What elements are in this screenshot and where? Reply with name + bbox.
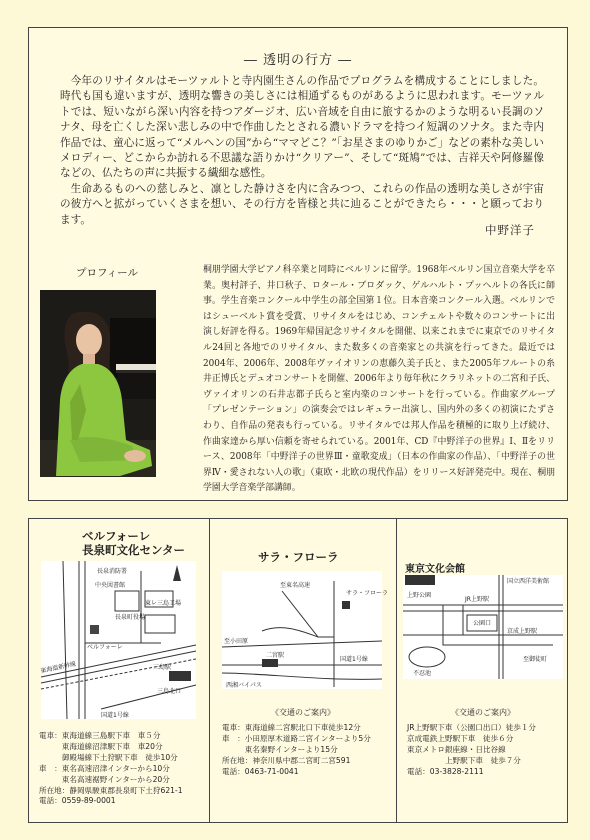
venue-map [403,575,563,679]
map-label: 不忍池 [413,670,432,677]
map-label: 至東名高速 [280,582,311,589]
access-line: 東名高速裾野インターから20分 [39,774,170,784]
essay-paragraph: 今年のリサイタルはモーツァルトと寺内園生さんの作品でプログラムを構成することにしました。時代も国も違いますが、透明な響きの美しさには相通ずるものがあるように思われます。モーツァルトでは、短いながら深い内容を持つアダージオ、広い音域を自由に旅するかのような明るい長調のソナタ、母を亡くした深い悲しみの中で作曲したとされる濃いドラマを持つイ短調のソナタ。また寺内作品では、童心に返って“メルヘンの国”から“ママどこ？”「お星さまのゆりかご」などの素朴な美しいメロディー、どこからか訪れる不思議な語りかけ“クリアー”、そして“斑鳩”では、吉祥天や阿修羅像などの、仏たちの声に共振する繊細な感性。 [60,75,544,180]
access-line: 所在地：神奈川県中郡二宮町二宮591 [222,755,351,765]
venue-sala-flora [210,519,396,822]
map-label: 至小田原 [224,638,249,645]
access-line: 電話：03-3828-2111 [407,766,484,776]
essay-paragraph: 生命あるものへの慈しみと、凛とした静けさを内に含みつつ、これらの作品の透明な美しさが宇宙の彼方へと拡がっていくさまを想い、その行方を皆様と共に辿ることができたら・・・と願っております。 [60,182,544,226]
access-info [39,731,183,807]
map-label: 三島駅 [153,664,172,671]
venue-bellforet [29,519,209,822]
traffic-heading: 《交通のご案内》 [271,708,335,717]
venue-marker [342,601,350,609]
map-label: 国道1号線 [340,656,368,663]
essay-body [60,74,544,228]
access-line: 御殿場線下土狩駅下車 徒歩10分 [39,752,178,762]
access-line: 所在地：静岡県駿東郡長泉町下土狩621-1 [39,785,183,795]
access-line: 電話：0463-71-0041 [222,766,299,776]
map-label: 国道1号線 [101,712,129,719]
profile-text: 桐朋学園大学ピアノ科卒業と同時にベルリンに留学。1968年ベルリン国立音楽大学を卒業。奥村評子、井口秋子、ロタール・ブロダック、ゲルハルト・プッヘルトの各氏に師事。学生音楽コンクール中学生の部全国第１位。日本音楽コンクール入選。ベルリンではシューベルト賞を受賞、リサイタルをはじめ、コンチェルトや数々のコンサートに出演し好評を得る。1969年帰国記念リサイタルを開催、以来これまでに東京でのリサイタル24回と各地でのリサイタル、また数多くの音楽家との共演を行ってきた。最近では2004年、2006年、2008年ヴァイオリンの恵藤久美子氏と、また2005年フルートの糸井正博氏とデュオコンサートを開催、2006年より毎年秋にクラリネットの二宮和子氏、ヴァイオリンの石井志都子氏らと室内楽のコンサートを行っている。作曲家グループ「プレゼンテーション」の演奏会ではレギュラー出演し、国内外の多くの初演にたずさわり、自作品の発表も行っている。リサイタルでは邦人作品を積極的に取り上げ続け、作曲家達から厚い信頼を寄せられている。2001年、CD『中野洋子の世界』Ⅰ、Ⅱをリリース、2008年「中野洋子の世界Ⅲ・童歌変成」（日本の作曲家の作品）、「中野洋子の世界Ⅳ・愛されない人の歌」（東欧・北欧の現代作品）をリリース好評発売中。現在、桐朋学園大学音楽学部講師。 [203,265,555,494]
venue-title: サラ・フローラ [258,550,339,564]
venue-map [222,571,389,689]
access-line: 東名秦野インターより15分 [222,744,338,754]
access-line: 京成電鉄上野駅下車 徒歩６分 [407,733,514,743]
access-line: 電車：東海道線二宮駅北口下車徒歩12分 [222,723,361,732]
map-graphic [222,571,389,689]
map-label: 中央図書館 [95,582,126,589]
map-label: 上野公園 [407,592,432,599]
venue-title-line1: ベルフォーレ [82,529,151,543]
map-label: ベルフォーレ [87,644,123,651]
hall-marker [90,625,99,634]
access-line: 電話：0559-89-0001 [39,796,116,806]
venue-title [82,529,185,557]
access-line: 車 ：東名高速沼津インターから10分 [39,763,170,773]
map-label: 長泉消防署 [97,568,128,575]
traffic-heading: 《交通のご案内》 [451,708,515,717]
essay-panel [28,27,568,501]
map-label: 東海道新幹線 [39,660,77,675]
access-line: 車 ：小田原厚木道路二宮インターより5分 [222,733,371,743]
venue-map [41,561,196,719]
access-line: 電車：東海道線三島駅下車 車５分 [39,731,161,740]
pianist-photo [40,290,156,477]
access-line: 上野駅下車 徒歩７分 [407,755,521,765]
map-label: 長泉町役場 [115,614,146,621]
venue-tokyo-bunka-kaikan [397,519,569,822]
map-label: 公園口 [473,620,492,627]
access-line: JR上野駅下車（公園口出口）徒歩１分 [407,723,537,732]
profile-heading: プロフィール [76,267,138,279]
map-label: 三島北口 [157,688,182,695]
essay-title: ― 透明の行方 ― [243,53,353,68]
map-label: 二宮駅 [266,652,285,659]
map-graphic [403,575,563,679]
venue-title-line2: 長泉町文化センター [82,543,186,557]
pianist-photo-image [40,290,156,477]
map-label: 西湘バイパス [226,682,262,689]
access-line: 東海道線沼津駅下車 車20分 [39,741,163,751]
map-label: 国立西洋美術館 [507,578,550,585]
map-label: JR上野駅 [465,596,489,603]
map-label: 東レ三島工場 [145,600,182,607]
author-name: 中野洋子 [485,223,535,237]
map-label: 京成上野駅 [507,628,538,635]
venue-marker [405,575,435,585]
access-info [407,723,536,778]
map-label: サラ・フローラ [346,590,389,597]
access-info [222,723,371,778]
access-line: 東京メトロ銀座線・日比谷線 [407,744,506,754]
map-graphic [41,561,196,719]
venue-title: 東京文化会館 [405,564,465,575]
venues-panel [28,518,568,823]
map-label: 至御徒町 [523,656,548,663]
